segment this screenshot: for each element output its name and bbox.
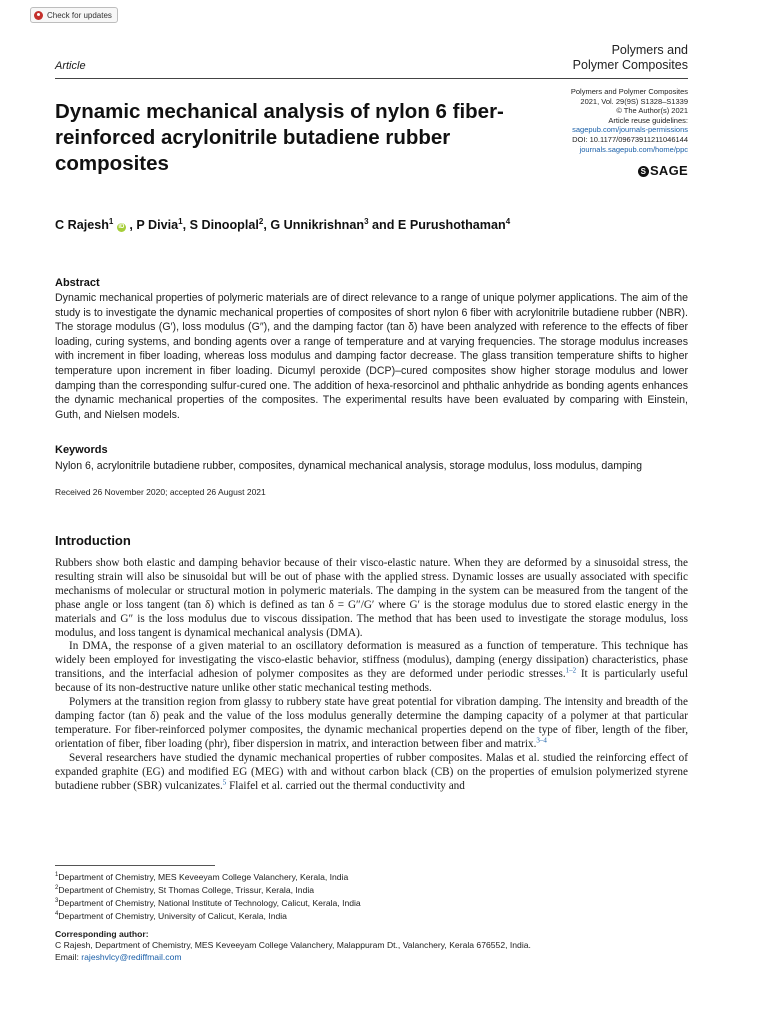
author-affiliation: 4 xyxy=(505,217,511,226)
author-separator: , xyxy=(263,218,271,233)
author-separator: , xyxy=(182,218,190,233)
affiliation-text: Department of Chemistry, National Institute of Technology, Calicut, Kerala, India xyxy=(58,898,361,909)
affiliation-text: Department of Chemistry, MES Keveeyam College Valanchery, Kerala, India xyxy=(58,871,349,882)
email-line xyxy=(55,952,531,963)
author-affiliation: 2 xyxy=(258,217,264,226)
author-separator: , xyxy=(125,218,137,233)
publication-meta xyxy=(478,87,688,154)
affiliation-text: Department of Chemistry, University of Calicut, Kerala, India xyxy=(58,911,287,922)
affiliation-text: Department of Chemistry, St Thomas College, Trissur, Kerala, India xyxy=(58,885,315,896)
citation-link[interactable]: 1–2 xyxy=(565,666,577,675)
affiliation-item xyxy=(55,883,361,896)
author-name[interactable]: P Divia xyxy=(136,218,179,233)
orcid-icon[interactable]: iD xyxy=(118,224,125,231)
author-name[interactable]: E Purushothaman xyxy=(397,218,506,233)
email-label: Email: xyxy=(55,951,82,962)
reuse-link[interactable]: sagepub.com/journals-permissions xyxy=(572,125,688,135)
citation-link[interactable]: 3–4 xyxy=(536,736,547,745)
keywords-text: Nylon 6, acrylonitrile butadiene rubber, composites, dynamical mechanical analysis, storage modulus, loss modulus, damping xyxy=(55,460,643,472)
affiliation-item xyxy=(55,870,361,883)
affiliations xyxy=(55,870,361,923)
paragraph-text: Flaifel et al. carried out the thermal conductivity and xyxy=(226,779,465,792)
journal-name xyxy=(488,43,688,73)
corresponding-text: C Rajesh, Department of Chemistry, MES Keveeyam College Valanchery, Malappuram Dt., Valanchery, Kerala 676552, India. xyxy=(55,940,531,951)
paragraph-text: Several researchers have studied the dynamic mechanical properties of rubber composites. Malas et al. studied the reinforcing effect of expanded graphite (EG) and modified EG (MEG) with and without carbon black (CB) on the properties of emulsion polymerized styrene butadiene rubber (SBR) vulcanizates. xyxy=(55,751,688,792)
paragraph-text: In DMA, the response of a given material to an oscillatory deformation is measured as a function of temperature. This technique has widely been employed for investigating the visco-elastic behavior, stiffness (modulus), damping (energy dissipation) characteristics, phase transitions, and the interfacial adhesion of polymer composites as they are deformed under periodic stresses. xyxy=(55,640,688,681)
author-affiliation: 3 xyxy=(364,217,369,226)
journal-name-line2: Polymer Composites xyxy=(572,58,688,72)
affiliation-item xyxy=(55,909,361,922)
paragraph xyxy=(55,752,688,794)
article-type: Article xyxy=(55,60,86,72)
author-list xyxy=(55,217,688,232)
author-separator: and xyxy=(368,218,398,233)
author-name[interactable]: G Unnikrishnan xyxy=(270,218,365,233)
abstract-heading: Abstract xyxy=(55,277,100,289)
check-for-updates-label: Check for updates xyxy=(47,10,112,20)
check-for-updates-button[interactable] xyxy=(30,7,118,23)
update-icon xyxy=(34,11,43,20)
citation-link[interactable]: 5 xyxy=(222,777,227,786)
abstract-text: Dynamic mechanical properties of polymeric materials are of direct relevance to a range of unique polymer applications. The aim of the study is to investigate the dynamic mechanical properties of composites of short nylon 6 fiber with acrylonitrile butadiene rubber (NBR). The storage modulus (G′), loss modulus (G″), and the damping factor (tan δ) have been analyzed with reference to the effects of fiber loading, curing systems, and bonding agents over a range of temperature and at varying frequencies. The storage modulus increases with increment in fiber loading, whereas loss modulus and damping factor decrease. The glass transition temperature shifts to higher temperature upon increment in fiber loading. Dicumyl peroxide (DCP)–cured composites show higher storage modulus and lower damping than the corresponding sulfur-cured one. The addition of hexa-resorcinol and phthalic anhydride as bonding agents enhances the dynamic mechanical properties of the composites. The experimental results have been evaluated by comparing with Einstein, Guth, and Nielsen models. xyxy=(55,292,688,421)
paragraph-text: Polymers at the transition region from glassy to rubbery state have great potential for vibration damping. The intensity and breadth of the damping factor (tan δ) peak and the value of the loss modulus generally determine the damping capacity of a polymer at that particular temperature. For fiber-reinforced polymer composites, the dynamic mechanical properties depend on the type of fiber, length of the fiber, orientation of fiber, fiber loading (phr), fiber dispersion in matrix, and interaction between fiber and matrix. xyxy=(55,696,688,750)
email-link[interactable]: rajeshvlcy@rediffmail.com xyxy=(81,951,182,962)
affiliation-number: 2 xyxy=(55,885,59,892)
author-affiliation: 1 xyxy=(108,217,114,226)
footnote-divider xyxy=(55,865,215,866)
corresponding-author xyxy=(55,929,531,963)
sage-logo-icon: S xyxy=(638,166,649,177)
journal-home-link[interactable]: journals.sagepub.com/home/ppc xyxy=(579,144,688,154)
introduction-body xyxy=(55,557,688,793)
paper-title: Dynamic mechanical analysis of nylon 6 fiber-reinforced acrylonitrile butadiene rubber composites xyxy=(55,100,504,175)
meta-copyright: © The Author(s) 2021 xyxy=(616,106,688,116)
author-name[interactable]: C Rajesh xyxy=(55,218,109,233)
received-dates: Received 26 November 2020; accepted 26 August 2021 xyxy=(55,487,266,497)
affiliation-number: 3 xyxy=(55,898,59,905)
meta-volume: 2021, Vol. 29(9S) S1328–S1339 xyxy=(580,96,688,106)
affiliation-number: 4 xyxy=(55,911,59,918)
publisher-logo xyxy=(638,163,688,178)
meta-journal: Polymers and Polymer Composites xyxy=(570,87,688,96)
meta-reuse: Article reuse guidelines: xyxy=(608,115,688,125)
introduction-heading: Introduction xyxy=(55,533,131,548)
corresponding-label: Corresponding author: xyxy=(55,929,149,939)
author-name[interactable]: S Dinooplal xyxy=(189,218,259,233)
keywords-heading: Keywords xyxy=(55,444,108,456)
paragraph: Rubbers show both elastic and damping behavior because of their visco-elastic nature. When they are deformed by a sinusoidal stress, the resulting strain will also be sinusoidal but will be out of phase with the applied stress. Dynamic losses are usually associated with specific mechanisms of molecular or structural motion in polymeric materials. The damping in the system can be measured from the tangent of the phase angle or loss tangent (tan δ) which is defined as tan δ = G″/G′ where G′ is the storage modulus due to stored elastic energy in the materials and G″ is the loss modulus due to viscous dissipation. The method that has been used to investigate the storage modulus, loss modulus, and loss tangent is dynamical mechanical analysis (DMA). xyxy=(55,557,688,639)
author-affiliation: 1 xyxy=(178,217,183,226)
meta-doi[interactable]: DOI: 10.1177/09673911211046144 xyxy=(572,134,688,144)
header-divider xyxy=(55,78,688,79)
paragraph xyxy=(55,640,688,696)
paragraph-text: It is particularly useful because of its non-destructive nature unlike other static mechanical testing methods. xyxy=(55,668,688,695)
affiliation-item xyxy=(55,896,361,909)
affiliation-number: 1 xyxy=(55,872,59,878)
paragraph xyxy=(55,696,688,752)
journal-name-line1: Polymers and xyxy=(611,43,688,57)
publisher-name: SAGE xyxy=(649,163,688,178)
